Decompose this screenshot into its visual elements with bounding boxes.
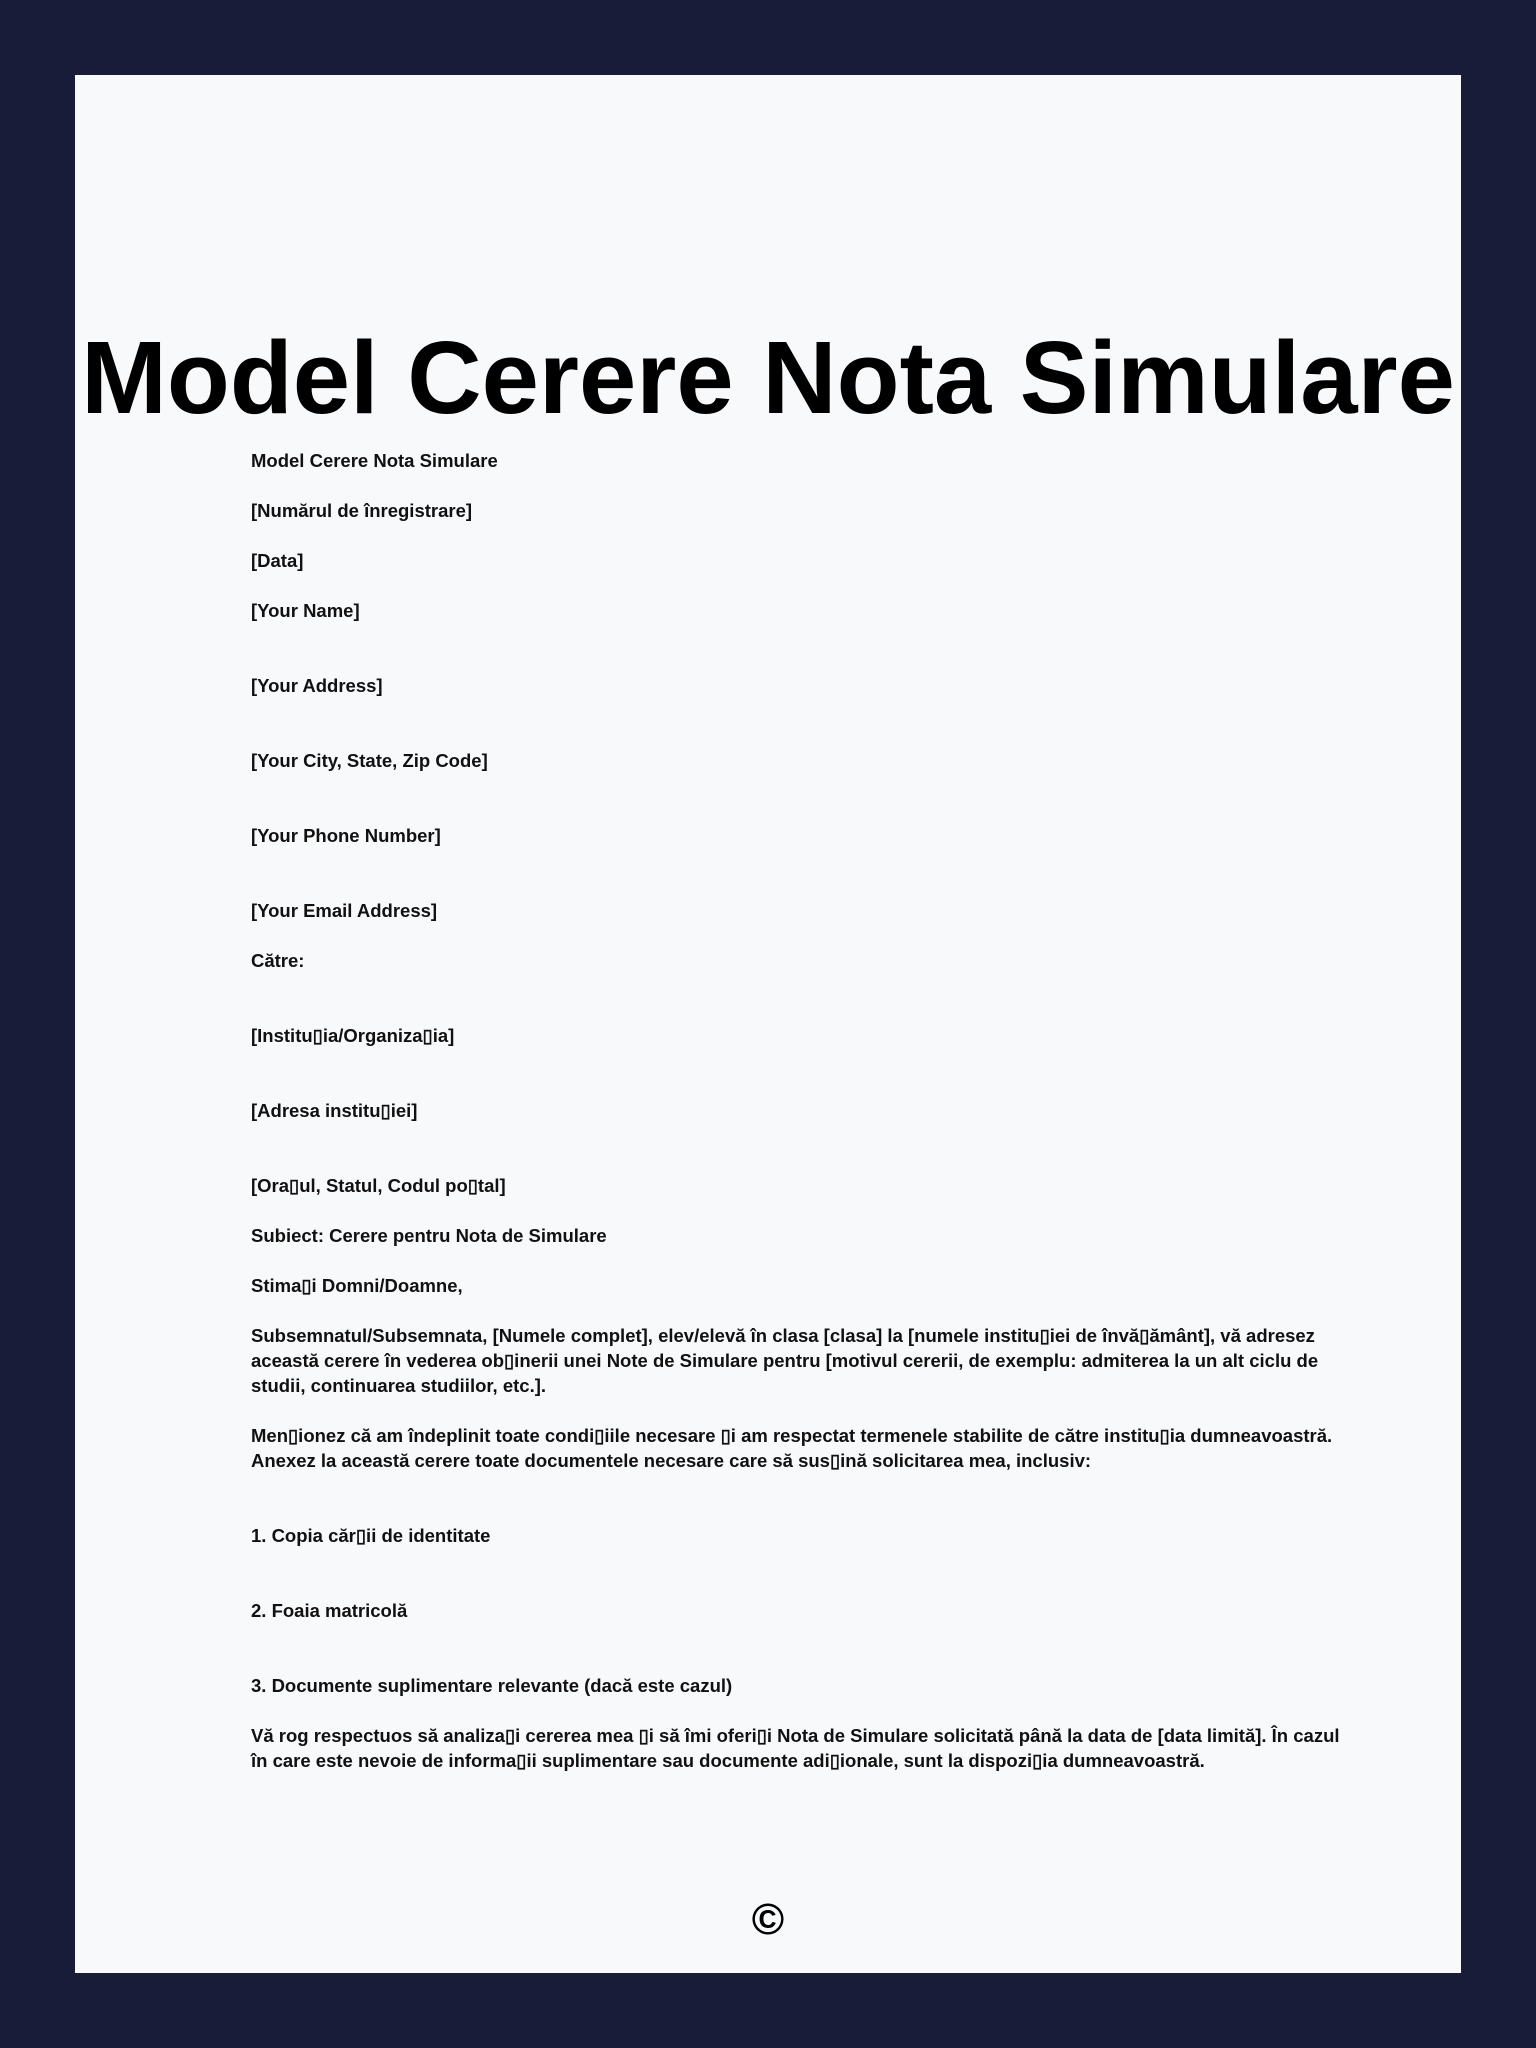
- sender-city-state-zip: [Your City, State, Zip Code]: [251, 750, 488, 771]
- sender-address: [Your Address]: [251, 675, 383, 696]
- recipient-city-state-postal: [Ora▯ul, Statul, Codul po▯tal]: [251, 1175, 506, 1196]
- recipient-label: Către:: [251, 950, 305, 971]
- sender-email: [Your Email Address]: [251, 900, 438, 921]
- letter-body: [251, 448, 1351, 1798]
- sender-name: [Your Name]: [251, 600, 360, 621]
- sender-phone: [Your Phone Number]: [251, 825, 441, 846]
- registration-number: [Numărul de înregistrare]: [251, 500, 473, 521]
- attachment-item: 3. Documente suplimentare relevante (dacă este cazul): [251, 1675, 733, 1696]
- recipient-institution: [Institu▯ia/Organiza▯ia]: [251, 1025, 455, 1046]
- body-paragraph: Subsemnatul/Subsemnata, [Numele complet], elev/elevă în clasa [clasa] la [numele institu▯iei de învă▯ământ], vă adresez această cerere în vederea ob▯inerii unei Note de Simulare pentru [motivul cererii, de exemplu: admiterea la un alt ciclu de studii, continuarea studiilor, etc.].: [251, 1325, 1319, 1396]
- attachment-item: 2. Foaia matricolă: [251, 1600, 408, 1621]
- attachment-item: 1. Copia căr▯ii de identitate: [251, 1525, 491, 1546]
- body-paragraph: Men▯ionez că am îndeplinit toate condi▯iile necesare ▯i am respectat termenele stabilite de către institu▯ia dumneavoastră. Anexez la această cerere toate documentele necesare care să sus▯ină solicitarea mea, inclusiv:: [251, 1425, 1333, 1471]
- document-page: [75, 75, 1461, 1973]
- copyright-icon: ©: [751, 1895, 785, 1944]
- closing-paragraph: Vă rog respectuos să analiza▯i cererea mea ▯i să îmi oferi▯i Nota de Simulare solicitată până la data de [data limită]. În cazul în care este nevoie de informa▯ii suplimentare sau documente adi▯ionale, sunt la dispozi▯ia dumneavoastră.: [251, 1725, 1340, 1771]
- letter-heading: Model Cerere Nota Simulare: [251, 450, 498, 471]
- letter-salutation: Stima▯i Domni/Doamne,: [251, 1275, 463, 1296]
- page-title: Model Cerere Nota Simulare: [81, 320, 1455, 435]
- letter-subject: Subiect: Cerere pentru Nota de Simulare: [251, 1225, 607, 1246]
- recipient-address: [Adresa institu▯iei]: [251, 1100, 418, 1121]
- letter-date: [Data]: [251, 550, 304, 571]
